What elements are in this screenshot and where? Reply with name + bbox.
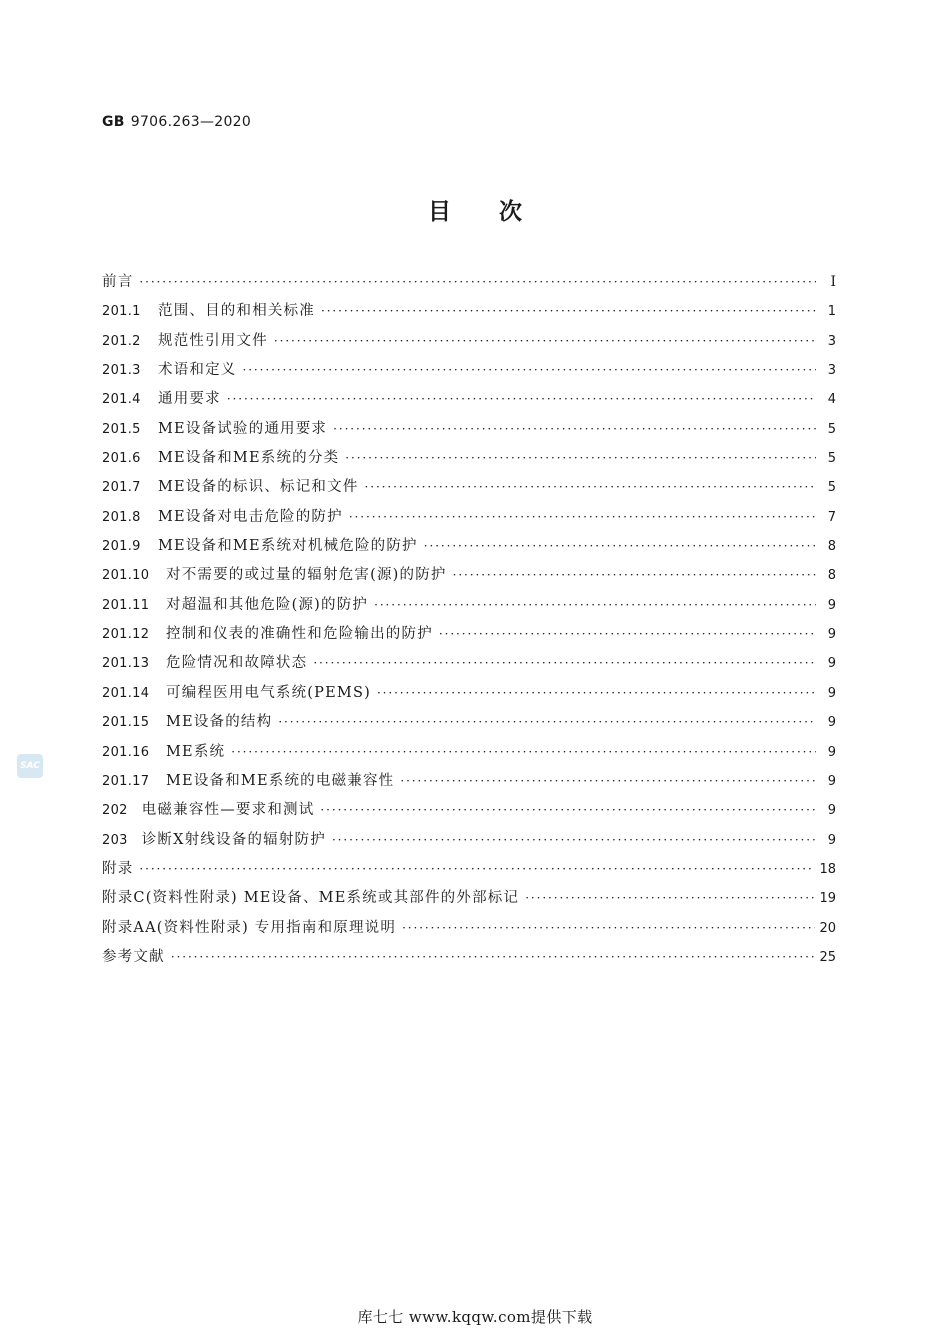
toc-entry[interactable] (102, 329, 836, 358)
toc-entry-page: 1 (827, 304, 836, 320)
standard-code: 9706.263—2020 (130, 114, 252, 130)
toc-leader-dots (402, 921, 815, 935)
toc-entry-page: 3 (827, 333, 836, 349)
toc-entry-page: 9 (827, 803, 836, 819)
toc-leader-dots (313, 656, 816, 670)
toc-leader-dots (374, 598, 816, 612)
toc-entry-title: ME设备的结构 (166, 714, 273, 731)
toc-entry-title: 附录C(资料性附录) ME设备、ME系统或其部件的外部标记 (102, 890, 520, 907)
toc-entry-title: 规范性引用文件 (158, 332, 268, 349)
toc-entry-title: 术语和定义 (158, 362, 237, 379)
toc-leader-dots (139, 862, 815, 876)
toc-entry[interactable] (102, 916, 836, 945)
toc-entry-number: 201.3 (102, 363, 141, 379)
toc-entry-number: 201.6 (102, 451, 141, 467)
toc-entry-page: 9 (827, 744, 836, 760)
toc-entry[interactable] (102, 563, 836, 592)
toc-entry-title: ME设备试验的通用要求 (158, 420, 328, 437)
toc-entry-title: ME设备和ME系统对机械危险的防护 (158, 538, 418, 555)
toc-leader-dots (349, 510, 816, 524)
toc-leader-dots (400, 774, 816, 788)
toc-entry-page: 5 (827, 480, 836, 496)
toc-leader-dots (321, 304, 816, 318)
toc-entry[interactable] (102, 651, 836, 680)
toc-leader-dots (320, 803, 816, 817)
toc-entry[interactable] (102, 534, 836, 563)
toc-entry-title: 附录AA(资料性附录) 专用指南和原理说明 (102, 919, 397, 936)
toc-entry-page: Ⅰ (830, 274, 836, 290)
toc-entry-number: 202 (102, 803, 128, 819)
toc-entry-page: 9 (827, 773, 836, 789)
toc-leader-dots (227, 392, 816, 406)
toc-leader-dots (231, 745, 816, 759)
toc-entry-title: 附录 (102, 860, 134, 877)
toc-entry-page: 5 (827, 451, 836, 467)
toc-entry-number: 203 (102, 832, 128, 848)
toc-leader-dots (171, 950, 816, 964)
toc-entry[interactable] (102, 828, 836, 857)
toc-entry[interactable] (102, 593, 836, 622)
toc-entry[interactable] (102, 769, 836, 798)
toc-entry[interactable] (102, 475, 836, 504)
toc-entry-title: 对不需要的或过量的辐射危害(源)的防护 (166, 567, 447, 584)
toc-entry-number: 201.12 (102, 627, 150, 643)
toc-entry-number: 201.14 (102, 685, 150, 701)
toc-entry-number: 201.10 (102, 568, 150, 584)
toc-entry-page: 9 (827, 597, 836, 613)
toc-leader-dots (377, 686, 816, 700)
toc-leader-dots (365, 480, 816, 494)
toc-entry-number: 201.8 (102, 509, 141, 525)
toc-entry-number: 201.16 (102, 744, 150, 760)
toc-entry-number: 201.4 (102, 392, 141, 408)
toc-entry-page: 25 (819, 949, 836, 965)
toc-entry-title: ME设备对电击危险的防护 (158, 508, 343, 525)
toc-leader-dots (525, 891, 815, 905)
toc-entry-page: 5 (827, 421, 836, 437)
download-source-footer: 库七七 www.kqqw.com提供下载 (357, 1308, 593, 1326)
toc-entry[interactable] (102, 505, 836, 534)
toc-leader-dots (139, 275, 816, 289)
toc-entry-page: 18 (819, 861, 836, 877)
page-title: 目次 (428, 199, 570, 225)
toc-entry[interactable] (102, 358, 836, 387)
toc-leader-dots (274, 334, 816, 348)
toc-entry-number: 201.7 (102, 480, 141, 496)
toc-entry-title: 对超温和其他危险(源)的防护 (166, 596, 369, 613)
toc-entry[interactable] (102, 681, 836, 710)
toc-entry-title: ME设备和ME系统的电磁兼容性 (166, 772, 395, 789)
toc-entry-number: 201.11 (102, 597, 150, 613)
toc-leader-dots (439, 627, 816, 641)
toc-entry-title: 范围、目的和相关标准 (158, 303, 315, 320)
toc-leader-dots (332, 833, 816, 847)
toc-entry-number: 201.15 (102, 715, 150, 731)
toc-entry-number: 201.5 (102, 421, 141, 437)
toc-leader-dots (345, 451, 816, 465)
toc-entry[interactable] (102, 945, 836, 974)
toc-entry[interactable] (102, 387, 836, 416)
toc-entry[interactable] (102, 857, 836, 886)
toc-entry-title: 控制和仪表的准确性和危险输出的防护 (166, 626, 433, 643)
toc-entry[interactable] (102, 710, 836, 739)
toc-entry-title: 通用要求 (158, 391, 221, 408)
toc-entry-page: 8 (827, 568, 836, 584)
toc-entry[interactable] (102, 740, 836, 769)
toc-leader-dots (243, 363, 817, 377)
toc-entry-number: 201.1 (102, 304, 141, 320)
toc-entry-page: 3 (827, 363, 836, 379)
toc-entry-number: 201.2 (102, 333, 141, 349)
toc-entry-title: 参考文献 (102, 948, 165, 965)
toc-entry-page: 9 (827, 627, 836, 643)
sac-watermark-logo: SAC (17, 754, 43, 778)
toc-entry-number: 201.17 (102, 773, 150, 789)
toc-entry-title: 危险情况和故障状态 (166, 655, 308, 672)
toc-entry-page: 4 (827, 392, 836, 408)
toc-entry-page: 9 (827, 715, 836, 731)
toc-entry[interactable] (102, 417, 836, 446)
standard-prefix: GB (102, 114, 125, 130)
toc-entry-title: 诊断X射线设备的辐射防护 (141, 831, 326, 848)
toc-entry-page: 9 (827, 832, 836, 848)
standard-number (102, 114, 251, 130)
toc-entry-page: 20 (819, 920, 836, 936)
toc-entry-number: 201.9 (102, 539, 141, 555)
toc-leader-dots (278, 715, 816, 729)
table-of-contents (102, 270, 836, 974)
toc-entry-title: 可编程医用电气系统(PEMS) (166, 684, 371, 701)
toc-entry[interactable] (102, 798, 836, 827)
toc-leader-dots (424, 539, 816, 553)
toc-entry-title: ME设备和ME系统的分类 (158, 450, 340, 467)
toc-entry[interactable] (102, 886, 836, 915)
toc-entry-page: 8 (827, 539, 836, 555)
toc-entry[interactable] (102, 622, 836, 651)
toc-entry-page: 7 (827, 509, 836, 525)
toc-entry-page: 9 (827, 656, 836, 672)
toc-entry-number: 201.13 (102, 656, 150, 672)
toc-leader-dots (333, 422, 816, 436)
toc-entry-title: ME设备的标识、标记和文件 (158, 479, 359, 496)
toc-entry-page: 19 (819, 891, 836, 907)
toc-entry-page: 9 (827, 685, 836, 701)
toc-entry[interactable] (102, 299, 836, 328)
toc-entry[interactable] (102, 270, 836, 299)
toc-entry-title: 前言 (102, 274, 134, 290)
toc-leader-dots (453, 568, 816, 582)
toc-entry[interactable] (102, 446, 836, 475)
toc-entry-title: 电磁兼容性—要求和测试 (141, 802, 315, 819)
toc-entry-title: ME系统 (166, 743, 226, 760)
